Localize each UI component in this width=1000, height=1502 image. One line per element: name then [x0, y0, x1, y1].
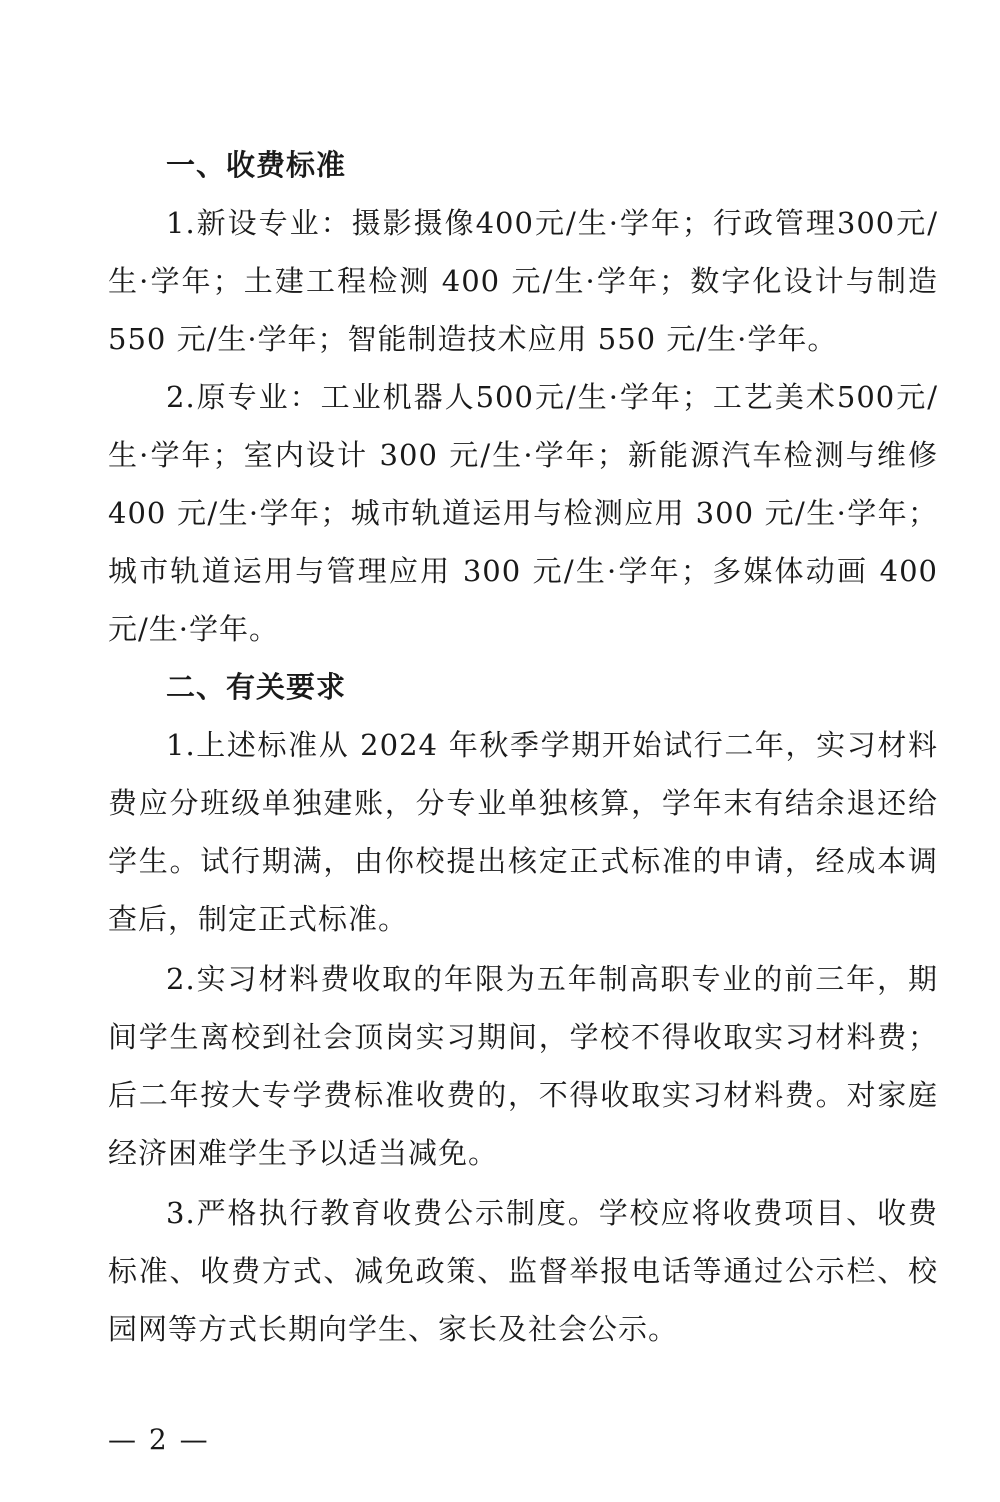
page-number: — 2 —: [108, 1423, 210, 1456]
document-body: [108, 136, 938, 1358]
paragraph-new-majors: 1.新设专业：摄影摄像400元/生·学年；行政管理300元/生·学年；土建工程检测 400 元/生·学年；数字化设计与制造 550 元/生·学年；智能制造技术应用 550 元/生·学年。: [108, 206, 938, 356]
paragraph-requirement-2: 2.实习材料费收取的年限为五年制高职专业的前三年，期间学生离校到社会顶岗实习期间，学校不得收取实习材料费；后二年按大专学费标准收费的，不得收取实习材料费。对家庭经济困难学生予以适当减免。: [108, 962, 938, 1170]
section-heading-fee-standards: 一、收费标准: [166, 148, 347, 182]
paragraph-existing-majors: 2.原专业：工业机器人500元/生·学年；工艺美术500元/生·学年；室内设计 300 元/生·学年；新能源汽车检测与维修 400 元/生·学年；城市轨道运用与检测应用 300 元/生·学年；城市轨道运用与管理应用 300 元/生·学年；多媒体动画 400 元/生·学年。: [108, 380, 938, 646]
paragraph-requirement-1: 1.上述标准从 2024 年秋季学期开始试行二年，实习材料费应分班级单独建账，分专业单独核算，学年末有结余退还给学生。试行期满，由你校提出核定正式标准的申请，经成本调查后，制定正式标准。: [108, 728, 938, 936]
section-heading-requirements: 二、有关要求: [166, 670, 347, 704]
paragraph-requirement-3: 3.严格执行教育收费公示制度。学校应将收费项目、收费标准、收费方式、减免政策、监督举报电话等通过公示栏、校园网等方式长期向学生、家长及社会公示。: [108, 1196, 938, 1346]
